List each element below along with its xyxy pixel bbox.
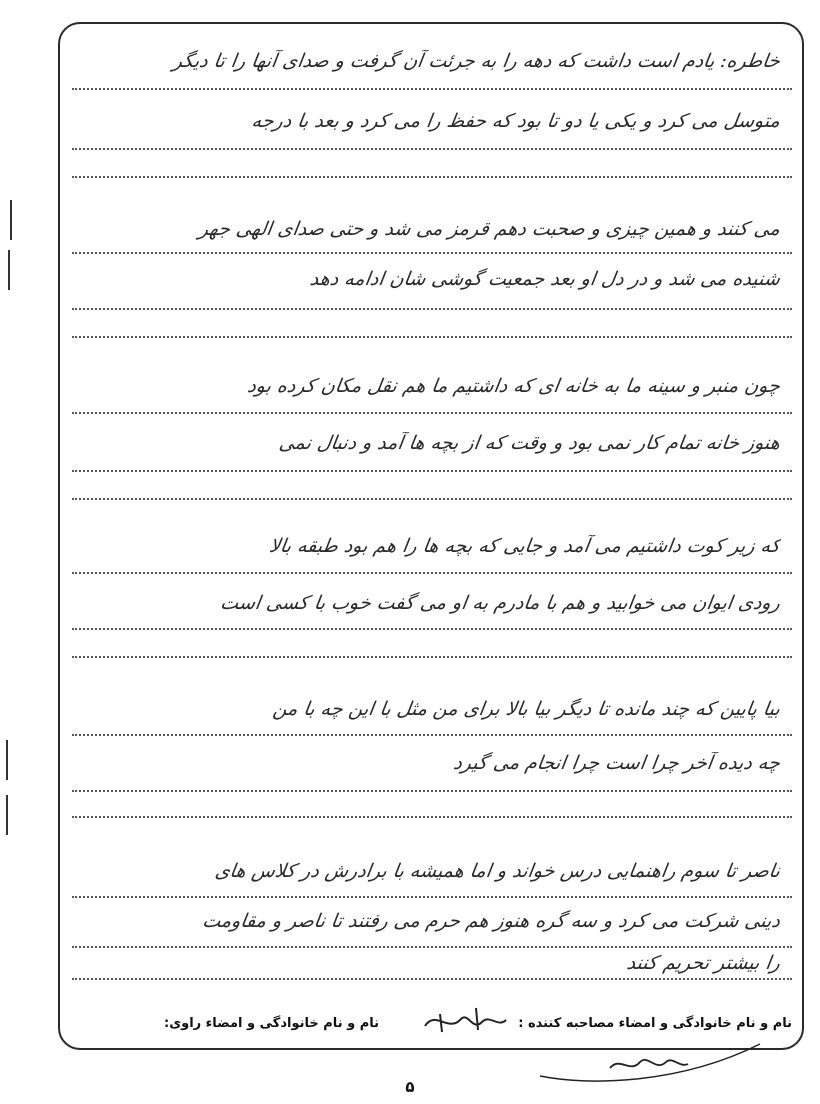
ruled-line bbox=[72, 978, 792, 980]
handwritten-line: که زیر کوت داشتیم می آمد و جایی که بچه ها را هم بود طبقه بالا bbox=[267, 535, 782, 557]
handwritten-line: چون منبر و سینه ما به خانه ای که داشتیم ما هم نقل مکان کرده بود bbox=[246, 375, 782, 397]
margin-mark bbox=[6, 795, 8, 835]
ruled-line bbox=[72, 470, 792, 472]
ruled-line bbox=[72, 88, 792, 90]
handwritten-line: را بیشتر تحریم کنند bbox=[625, 952, 782, 974]
ruled-line bbox=[72, 148, 792, 150]
handwritten-line: بیا پایین که چند مانده تا دیگر بیا بالا برای من مثل با این چه با من bbox=[271, 698, 782, 720]
handwritten-line: رودی ایوان می خوابید و هم با مادرم به او می گفت خوب با کسی است bbox=[218, 592, 782, 614]
ruled-line bbox=[72, 252, 792, 254]
ruled-line bbox=[72, 896, 792, 898]
handwritten-line: شنیده می شد و در دل او بعد جمعیت گوشی شان ادامه دهد bbox=[308, 268, 782, 290]
ruled-line bbox=[72, 790, 792, 792]
ruled-line bbox=[72, 946, 792, 948]
margin-mark bbox=[10, 200, 12, 240]
page-number: ۵ bbox=[405, 1078, 415, 1096]
ruled-line bbox=[72, 572, 792, 574]
handwritten-line: خاطره: یادم است داشت که دهه را به جرئت آن گرفت و صدای آنها را تا دیگر bbox=[171, 50, 782, 72]
ruled-line bbox=[72, 336, 792, 338]
ruled-line bbox=[72, 412, 792, 414]
ruled-line bbox=[72, 498, 792, 500]
handwritten-line: می کنند و همین چیزی و صحبت دهم قرمز می شد و حتی صدای الهی جهر bbox=[197, 218, 782, 240]
ruled-line bbox=[72, 628, 792, 630]
handwritten-line: متوسل می کرد و یکی یا دو تا بود که حفظ را می کرد و بعد با درجه bbox=[250, 110, 782, 132]
margin-mark bbox=[8, 250, 10, 290]
margin-mark bbox=[6, 740, 8, 780]
narrator-signature-label: نام و نام خانوادگی و امضاء راوی: bbox=[164, 1016, 379, 1031]
ruled-line bbox=[72, 734, 792, 736]
ruled-line bbox=[72, 656, 792, 658]
ruled-line bbox=[72, 308, 792, 310]
handwritten-line: چه دیده آخر چرا است چرا انجام می گیرد bbox=[452, 752, 782, 774]
interviewer-signature-mark bbox=[420, 1000, 510, 1040]
interviewer-signature-label: نام و نام خانوادگی و امضاء مصاحبه کننده : bbox=[518, 1016, 792, 1031]
ruled-line bbox=[72, 816, 792, 818]
handwritten-line: دینی شرکت می کرد و سه گره هنوز هم حرم می رفتند تا ناصر و مقاومت bbox=[201, 910, 782, 932]
handwritten-line: ناصر تا سوم راهنمایی درس خواند و اما همیشه با برادرش در کلاس های bbox=[213, 860, 782, 882]
ruled-line bbox=[72, 176, 792, 178]
handwritten-line: هنوز خانه تمام کار نمی بود و وقت که از بچه ها آمد و دنبال نمی bbox=[277, 432, 782, 454]
